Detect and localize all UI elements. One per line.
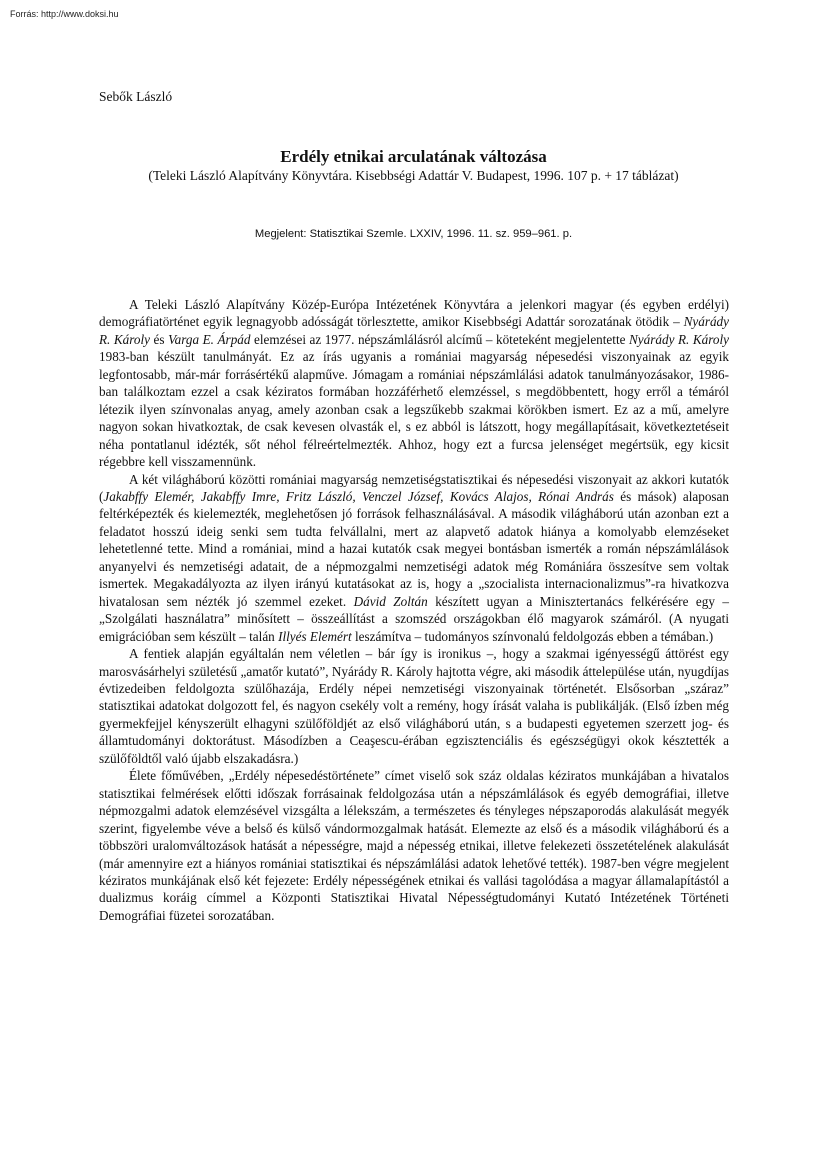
author-name: Sebők László	[99, 89, 173, 104]
italic-name-run: Jakabffy Elemér, Jakabffy Imre, Fritz László, Venczel József, Kovács Alajos, Rónai András	[103, 488, 614, 504]
article-body	[99, 296, 729, 924]
paragraph	[99, 645, 729, 767]
text-run: Élete főművében, „Erdély népesedéstörténete” címet viselő sok száz oldalas kéziratos munkájában a hivatalos statisztikai felmérések előtti időszak forrásainak feldolgozása után a népszámlálások és egyéb demográfiai, illetve népmozgalmi adatok elemzésével vizsgálta a lélekszám, a természetes és tényleges népszaporodás alakulását megyék szerint, figyelembe véve a belső és külső vándormozgalmak hatását. Elemezte az első és a második világháború és a többszöri uralomváltozások hatását a népességre, majd a népesség etnikai, illetve felekezeti összetételének alakulását (már amennyire ezt a hiányos romániai statisztikai és népszámlálási adatok lehetővé tették). 1987-ben végre megjelent kéziratos munkájának első két fejezete: Erdély népességének etnikai és vallási tagolódása a magyar államalapítástól a dualizmus koráig címmel a Központi Statisztikai Hivatal Népességtudományi Kutató Intézetének Történeti Demográfiai füzetei sorozatában.	[99, 768, 729, 923]
text-run: készített ugyan a Minisztertanács felkérésére egy – „Szolgálati használatra” minősített – összeállítást a szomszéd országokban élő magyarok számáról. (A nyugati emigrációban sem készült – talán	[99, 593, 729, 644]
italic-name-run: Varga E. Árpád	[168, 331, 251, 347]
text-run: és	[150, 331, 169, 347]
text-run: elemzései az 1977. népszámlálásról alcímű – köteteként megjelentette	[250, 331, 629, 347]
paragraph	[99, 471, 729, 646]
italic-name-run: Nyárády R. Károly	[99, 314, 729, 347]
text-run: és mások) alaposan feltérképezték és kielemezték, meglehetősen jó források felhasználásával. A második világháború után azonban ezt a feladatot hosszú ideig senki sem tudta felvállalni, mert az alapvető adatok hiánya a komolyabb elemzéseket lehetetlenné tette. Mind a romániai, mind a hazai kutatók csak megyei bontásban ismerték a román népszámlálások anyanyelvi és nemzetiségi adatait, de a népmozgalmi nemzetiségi adatok még Romániára összesítve sem voltak ismertek. Megakadályozta az ilyen irányú kutatásokat az is, hogy a „szocialista internacionalizmus”-ra hivatkozva hivatalosan sem nézték jó szemmel ezeket.	[99, 488, 729, 609]
text-run: A két világháború közötti romániai magyarság nemzetiségstatisztikai és népesedési viszonyait az akkori kutatók (	[99, 471, 729, 504]
paragraph	[99, 767, 729, 924]
text-run: 1983-ban készült tanulmányát. Ez az írás ugyanis a romániai magyarság népesedési viszonyainak az egyik legfontosabb, már-már forrásértékű alapműve. Jómagam a romániai népszámlálási adatok tanulmányozásakor, 1986-ban találkoztam ezzel a csak kéziratos formában hozzáférhető elemzéssel, s megdöbbentett, hogy erről a témáról létezik ilyen színvonalas anyag, amely azonban csak a legszűkebb szakmai körökben ismert. Ez az a mű, amelyre nagyon sokan hivatkoztak, de csak kevesen olvasták el, s ez abból is látszott, hogy megállapításait, következtetéseit néha pontatlanul idézték, sőt néhol félreértelmezték. Ahhoz, hogy ezt a furcsa jelenséget megértsük, egy kicsit régebbre kell visszamennünk.	[99, 349, 729, 470]
bibliographic-subtitle: (Teleki László Alapítvány Könyvtára. Kisebbségi Adattár V. Budapest, 1996. 107 p. + 17 táblázat)	[148, 168, 679, 183]
text-run: leszámítva – tudományos színvonalú feldolgozás ebben a témában.)	[351, 628, 714, 644]
text-run: A Teleki László Alapítvány Közép-Európa Intézetének Könyvtára a jelenkori magyar (és egyben erdélyi) demográfiatörténet egyik legnagyobb adósságát törlesztette, amikor Kisebbségi Adattár sorozatának ötödik –	[99, 297, 729, 330]
paragraph	[99, 296, 729, 471]
publication-note: Megjelent: Statisztikai Szemle. LXXIV, 1996. 11. sz. 959–961. p.	[254, 228, 573, 240]
source-url: Forrás: http://www.doksi.hu	[10, 9, 119, 19]
italic-name-run: Nyárády R. Károly	[629, 331, 729, 347]
text-run: A fentiek alapján egyáltalán nem véletlen – bár így is ironikus –, hogy a szakmai igényességű áttörést egy marosvásárhelyi születésű „amatőr kutató”, Nyárády R. Károly hajtotta végre, aki második áttelepülése után, nyugdíjas évtizedeiben feldolgozta szülőhazája, Erdély népei nemzetiségi viszonyainak történetét. Elsősorban „száraz” statisztikai adatokat dolgozott fel, és nagyon csekély volt a remény, hogy írását valaha is publikálják. (Első ízben még gyermekfejjel kényszerült elhagyni szülőföldjét az első világháború után, s a budapesti egyetemen szerzett jog- és államtudományi doktorátust. Másodízben a Ceaşescu-érában egzisztenciális és egészségügyi okok késztették a szülőföldtől való újabb elszakadásra.)	[99, 646, 729, 766]
italic-name-run: Illyés Elemért	[278, 628, 352, 644]
italic-name-run: Dávid Zoltán	[353, 593, 428, 609]
page-title: Erdély etnikai arculatának változása	[280, 147, 547, 166]
